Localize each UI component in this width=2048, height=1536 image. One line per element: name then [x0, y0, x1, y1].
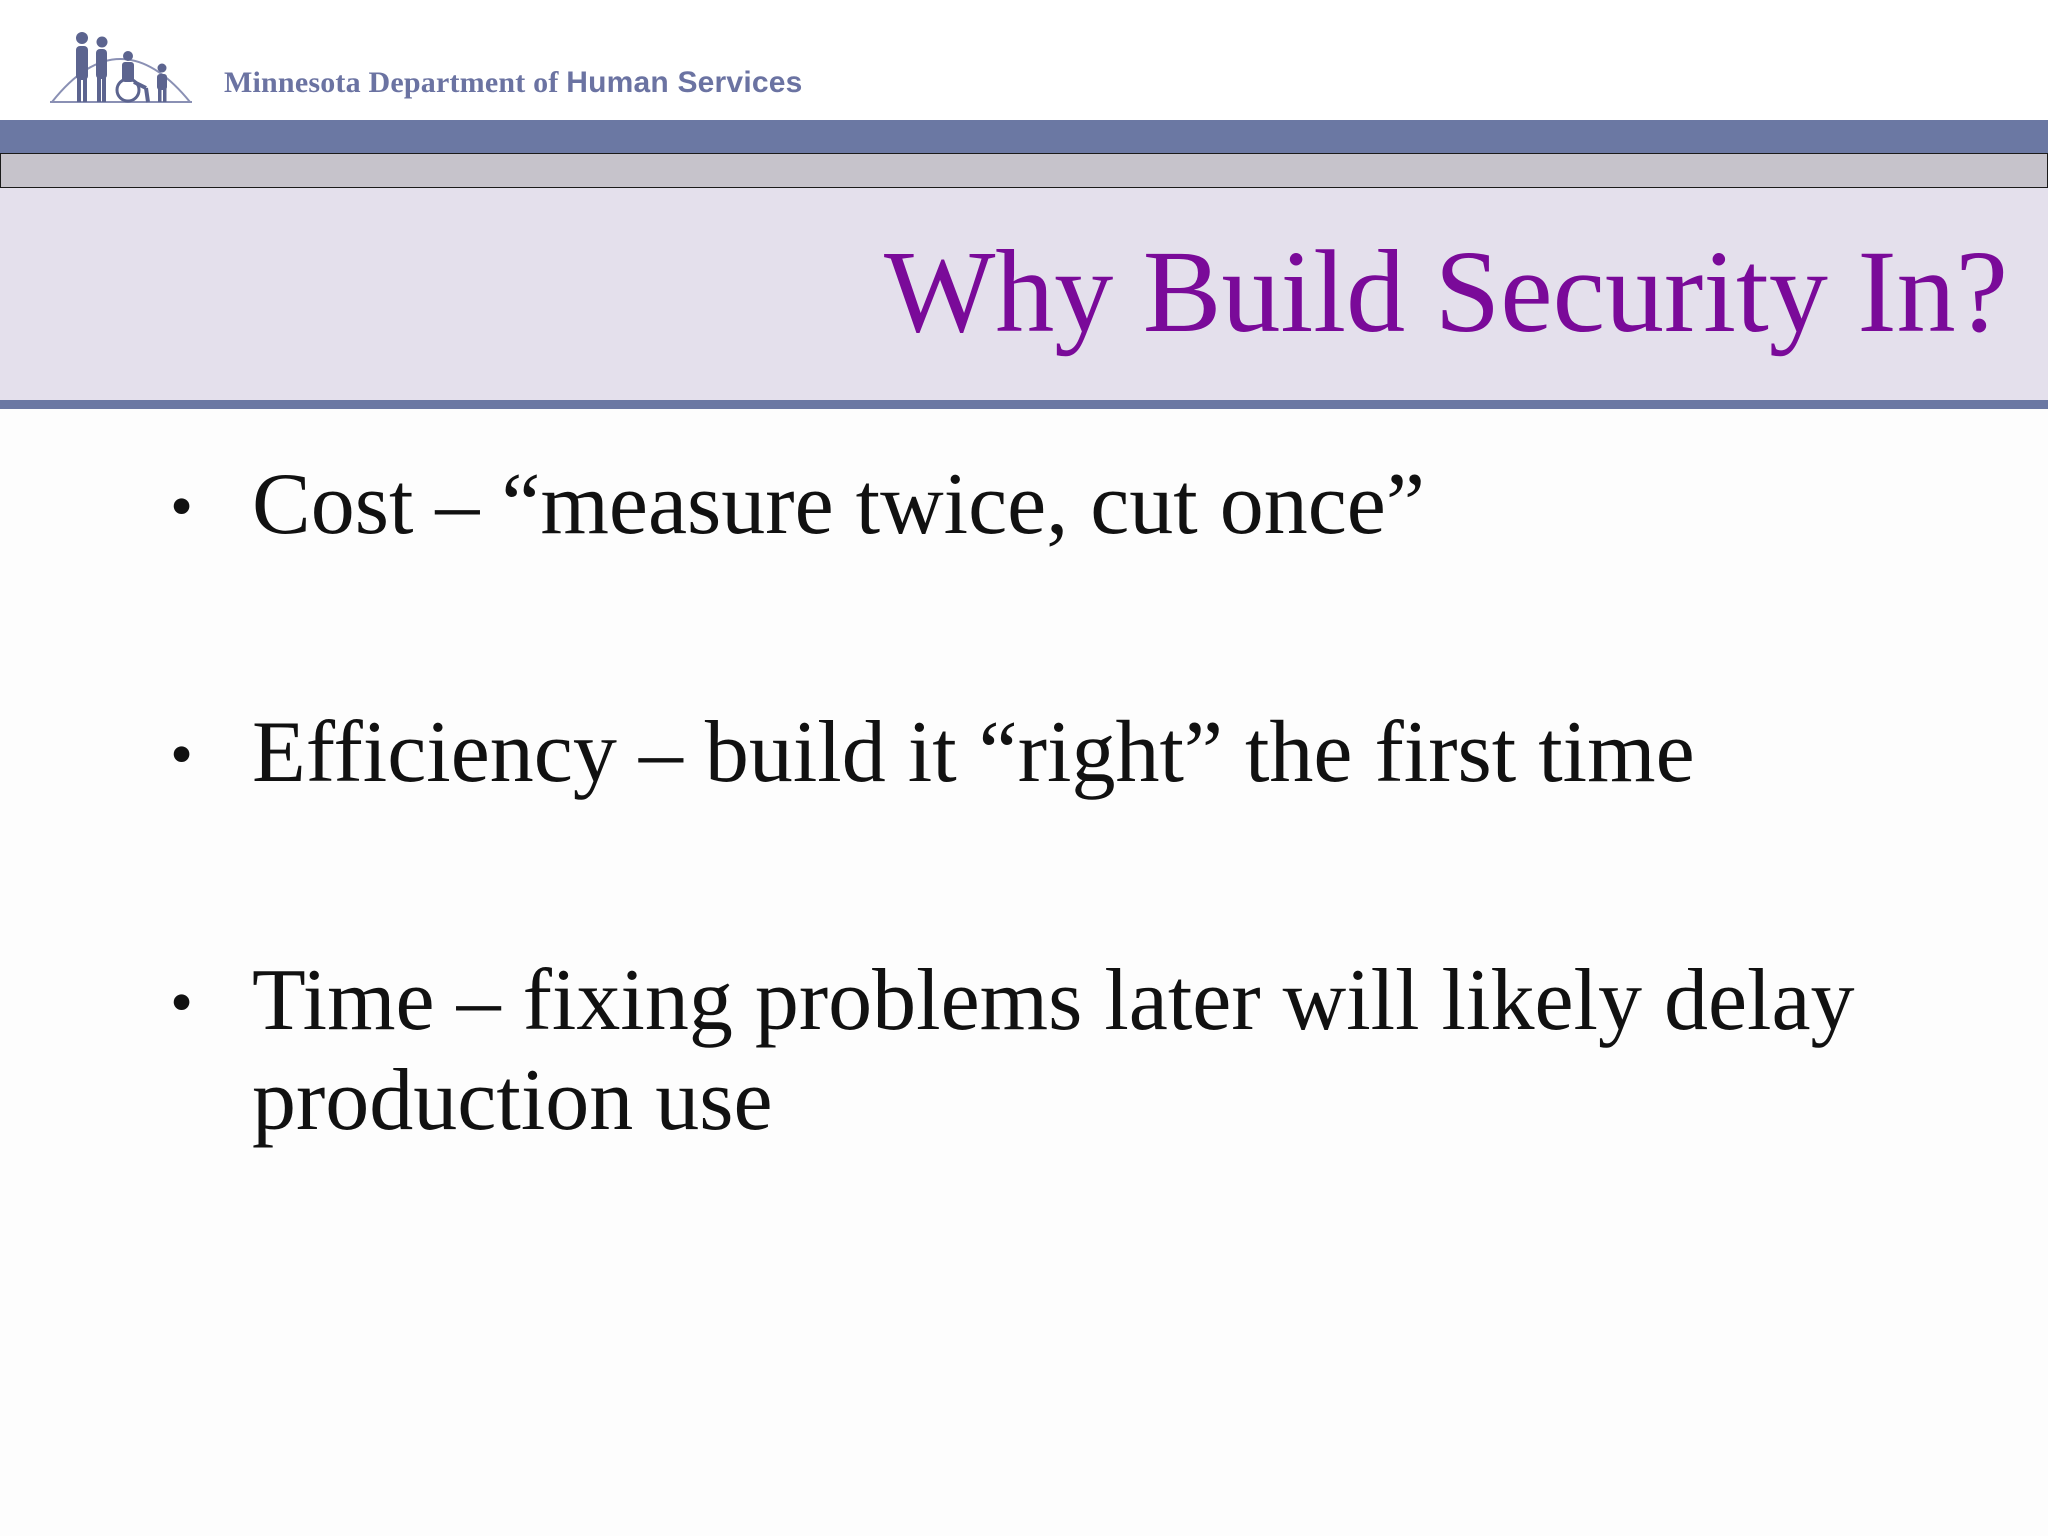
bullet-text: Efficiency – build it “right” the first time — [252, 704, 1695, 801]
header-blue-band — [0, 120, 2048, 153]
family-figures-logo-icon — [50, 26, 192, 106]
header-gray-band — [0, 153, 2048, 188]
bullet-marker: • — [170, 470, 194, 543]
bullet-item-efficiency — [170, 703, 1990, 803]
organization-name-regular: Minnesota Department of — [224, 66, 567, 99]
organization-name-bold: Human Services — [566, 66, 803, 99]
bullet-marker: • — [170, 966, 194, 1039]
organization-name — [224, 66, 803, 100]
bullet-marker: • — [170, 718, 194, 791]
slide-title: Why Build Security In? — [883, 226, 2008, 357]
bullet-text: Time – fixing problems later will likely delay production use — [252, 952, 1855, 1149]
bullet-item-cost — [170, 455, 1990, 555]
bullet-text: Cost – “measure twice, cut once” — [252, 456, 1425, 553]
title-underline-band — [0, 400, 2048, 409]
slide-header — [0, 0, 2048, 120]
bullet-list — [170, 455, 1990, 1151]
bullet-item-time — [170, 951, 1990, 1151]
